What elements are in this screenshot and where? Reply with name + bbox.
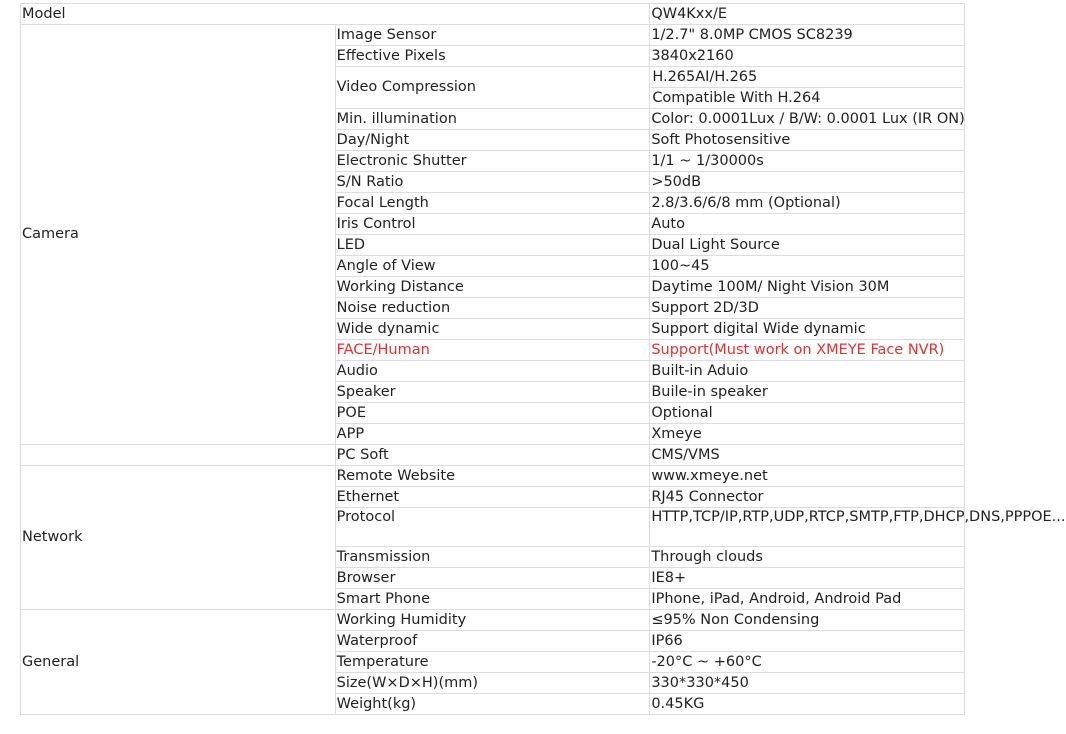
param-label: Noise reduction: [335, 298, 650, 319]
param-label: Audio: [335, 361, 650, 382]
param-value: Dual Light Source: [650, 235, 965, 256]
param-value: Through clouds: [650, 547, 965, 568]
param-label: Remote Website: [335, 466, 650, 487]
param-label: Transmission: [335, 547, 650, 568]
param-value-multi: [650, 67, 965, 109]
param-value: CMS/VMS: [650, 445, 965, 466]
param-value: ≤95% Non Condensing: [650, 610, 965, 631]
param-label: Size(W×D×H)(mm): [335, 673, 650, 694]
model-label: Model: [21, 4, 650, 25]
param-value: 3840x2160: [650, 46, 965, 67]
param-label: Angle of View: [335, 256, 650, 277]
table-row: [21, 610, 965, 631]
param-label: APP: [335, 424, 650, 445]
param-value: >50dB: [650, 172, 965, 193]
param-value: Buile-in speaker: [650, 382, 965, 403]
param-label: Video Compression: [335, 67, 650, 109]
param-label: Speaker: [335, 382, 650, 403]
param-value: Support 2D/3D: [650, 298, 965, 319]
spec-table: [20, 3, 1066, 715]
param-value: Daytime 100M/ Night Vision 30M: [650, 277, 965, 298]
category-empty: [21, 445, 336, 466]
param-value: IE8+: [650, 568, 965, 589]
param-value: 0.45KG: [650, 694, 965, 715]
param-label: Electronic Shutter: [335, 151, 650, 172]
param-label: PC Soft: [335, 445, 650, 466]
param-value: Built-in Aduio: [650, 361, 965, 382]
param-value: IPhone, iPad, Android, Android Pad: [650, 589, 965, 610]
param-label: S/N Ratio: [335, 172, 650, 193]
param-label: Working Humidity: [335, 610, 650, 631]
param-value: Support(Must work on XMEYE Face NVR): [650, 340, 965, 361]
param-value: HTTP,TCP/IP,RTP,UDP,RTCP,SMTP,FTP,DHCP,DNS,PPPOE...: [650, 508, 965, 547]
param-label: FACE/Human: [335, 340, 650, 361]
param-label: Wide dynamic: [335, 319, 650, 340]
category-camera: Camera: [21, 25, 336, 445]
table-row-model: [21, 4, 965, 25]
param-label: Browser: [335, 568, 650, 589]
param-label: Smart Phone: [335, 589, 650, 610]
param-label: Weight(kg): [335, 694, 650, 715]
param-value: 330*330*450: [650, 673, 965, 694]
param-label: Focal Length: [335, 193, 650, 214]
param-label: Working Distance: [335, 277, 650, 298]
param-label: Temperature: [335, 652, 650, 673]
param-value: -20°C ~ +60°C: [650, 652, 965, 673]
param-label: Protocol: [335, 508, 650, 547]
param-value: Soft Photosensitive: [650, 130, 965, 151]
param-label: Waterproof: [335, 631, 650, 652]
param-label: Ethernet: [335, 487, 650, 508]
table-row: [21, 25, 965, 46]
param-value: www.xmeye.net: [650, 466, 965, 487]
param-value: Optional: [650, 403, 965, 424]
category-general: General: [21, 610, 336, 715]
param-value: 1/2.7" 8.0MP CMOS SC8239: [650, 25, 965, 46]
param-label: Day/Night: [335, 130, 650, 151]
param-value: 1/1 ~ 1/30000s: [650, 151, 965, 172]
param-value: IP66: [650, 631, 965, 652]
param-label: Min. illumination: [335, 109, 650, 130]
param-label: LED: [335, 235, 650, 256]
category-network: Network: [21, 466, 336, 610]
param-label: POE: [335, 403, 650, 424]
param-value: Xmeye: [650, 424, 965, 445]
param-value: 2.8/3.6/6/8 mm (Optional): [650, 193, 965, 214]
table-row: [21, 466, 965, 487]
param-label: Iris Control: [335, 214, 650, 235]
param-value: Color: 0.0001Lux / B/W: 0.0001 Lux (IR ON): [650, 109, 965, 130]
param-value-line: H.265AI/H.265: [652, 69, 758, 85]
table-row: [21, 445, 965, 466]
param-value: 100~45: [650, 256, 965, 277]
param-value: Auto: [650, 214, 965, 235]
model-value: QW4Kxx/E: [650, 4, 965, 25]
param-value-line: Compatible With H.264: [651, 87, 963, 108]
param-value: Support digital Wide dynamic: [650, 319, 965, 340]
param-label: Image Sensor: [335, 25, 650, 46]
param-label: Effective Pixels: [335, 46, 650, 67]
param-value: RJ45 Connector: [650, 487, 965, 508]
